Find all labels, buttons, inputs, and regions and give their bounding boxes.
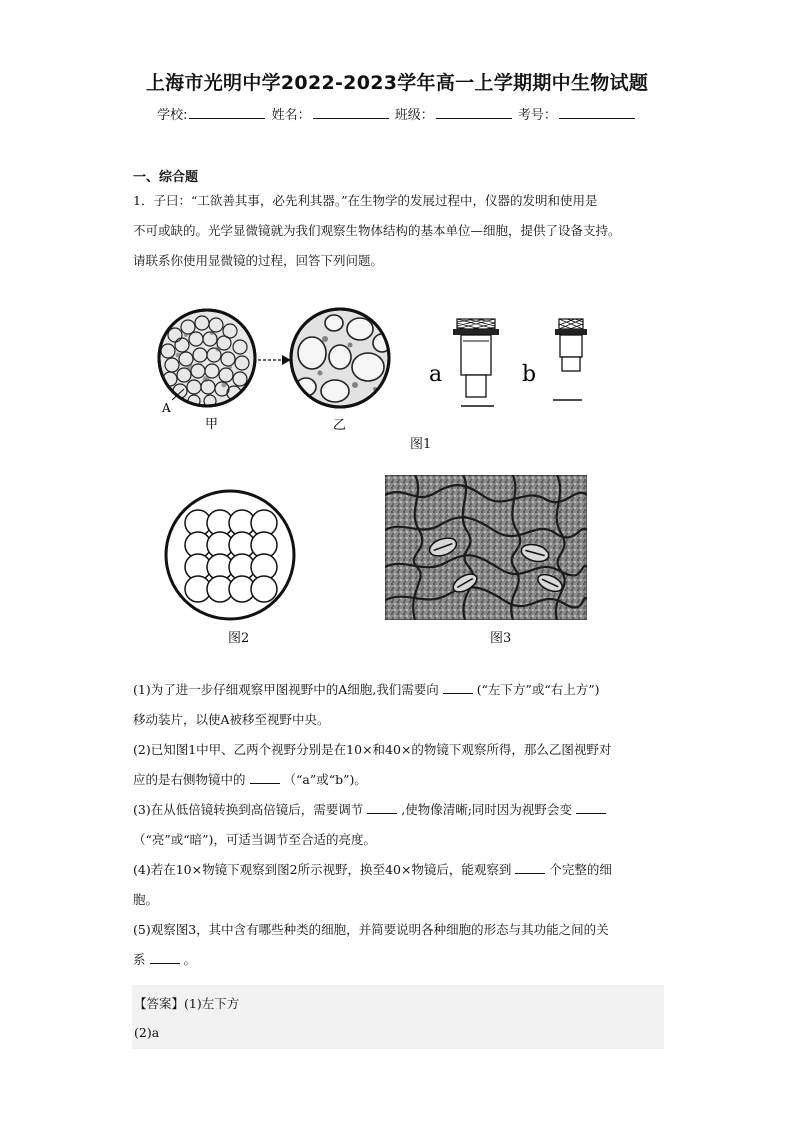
objective-lens-a	[453, 319, 499, 406]
figure-2	[160, 485, 300, 625]
name-blank	[313, 106, 389, 119]
school-blank	[189, 106, 265, 119]
answer-line-1: 【答案】(1)左下方	[134, 996, 240, 1011]
intro-line: 1．子曰：“工欲善其事，必先利其器。”在生物学的发展过程中，仪器的发明和使用是	[133, 193, 598, 208]
sub-question-text: (1)为了进一步仔细观察甲图视野中的A细胞,我们需要向	[133, 682, 439, 697]
sub-question-text: （“a”或“b”)。	[283, 772, 367, 787]
school-label: 学校:	[157, 108, 188, 123]
sub-question-2-cont	[133, 765, 665, 795]
figure-3-caption: 图3	[490, 631, 512, 646]
sub-question-text: (3)在从低倍镜转换到高倍镜后，需要调节	[133, 802, 364, 817]
sub-question-1-cont: 移动装片，以使A被移至视野中央。	[133, 712, 330, 727]
sub-question-3	[133, 795, 665, 825]
objective-lens-b	[553, 319, 587, 400]
answer-line-2: (2)a	[134, 1025, 160, 1040]
sub-question-5: (5)观察图3，其中含有哪些种类的细胞，并简要说明各种细胞的形态与其功能之间的关	[133, 922, 609, 937]
section-heading: 一、综合题	[133, 170, 199, 185]
sub-question-1	[133, 675, 665, 705]
sub-question-text: 系	[133, 952, 146, 967]
page-title: 上海市光明中学2022-2023学年高一上学期期中生物试题	[145, 72, 649, 94]
sub-question-4-cont: 胞。	[133, 892, 159, 907]
student-info-line	[0, 104, 794, 123]
figure-3	[385, 475, 587, 620]
sub-question-text: 。	[183, 952, 197, 967]
answer-blank[interactable]	[443, 681, 473, 694]
question-intro	[133, 186, 665, 276]
answer-blank[interactable]	[576, 801, 606, 814]
sub-questions	[133, 675, 665, 975]
arrow-icon	[258, 355, 291, 365]
class-blank	[436, 106, 512, 119]
sub-question-text: 个完整的细	[549, 862, 612, 877]
id-blank	[559, 106, 635, 119]
label-a: a	[429, 362, 443, 387]
sub-question-text: (4)若在10×物镜下观察到图2所示视野，换至40×物镜后，能观察到	[133, 862, 512, 877]
answer-blank[interactable]	[515, 861, 545, 874]
label-b: b	[522, 362, 537, 387]
answer-blank[interactable]	[150, 951, 180, 964]
sub-question-5-cont	[133, 945, 665, 975]
figure-1-caption: 图1	[410, 437, 432, 452]
answer-blank[interactable]	[250, 771, 280, 784]
answer-blank[interactable]	[367, 801, 397, 814]
sub-question-text: 应的是右侧物镜中的	[133, 772, 246, 787]
figure-1	[150, 305, 620, 455]
sub-question-4	[133, 855, 665, 885]
class-label: 班级：	[394, 108, 434, 123]
field-yi	[291, 309, 391, 407]
field-jia	[159, 310, 255, 407]
sub-question-text: ,使物像清晰;同时因为视野会变	[401, 802, 572, 817]
label-jia: 甲	[205, 417, 219, 432]
name-label: 姓名：	[271, 108, 311, 123]
sub-question-text: (“左下方”或“右上方”)	[476, 682, 600, 697]
sub-question-2: (2)已知图1中甲、乙两个视野分别是在10×和40×的物镜下观察所得，那么乙图视野对	[133, 742, 612, 757]
figure-2-caption: 图2	[228, 631, 250, 646]
sub-question-3-cont: （“亮”或“暗”)，可适当调节至合适的亮度。	[133, 832, 376, 847]
id-label: 考号：	[517, 108, 557, 123]
intro-line: 请联系你使用显微镜的过程，回答下列问题。	[133, 253, 384, 268]
label-A: A	[162, 401, 171, 415]
label-yi: 乙	[333, 418, 347, 433]
intro-line: 不可或缺的。光学显微镜就为我们观察生物体结构的基本单位—细胞，提供了设备支持。	[133, 223, 621, 238]
